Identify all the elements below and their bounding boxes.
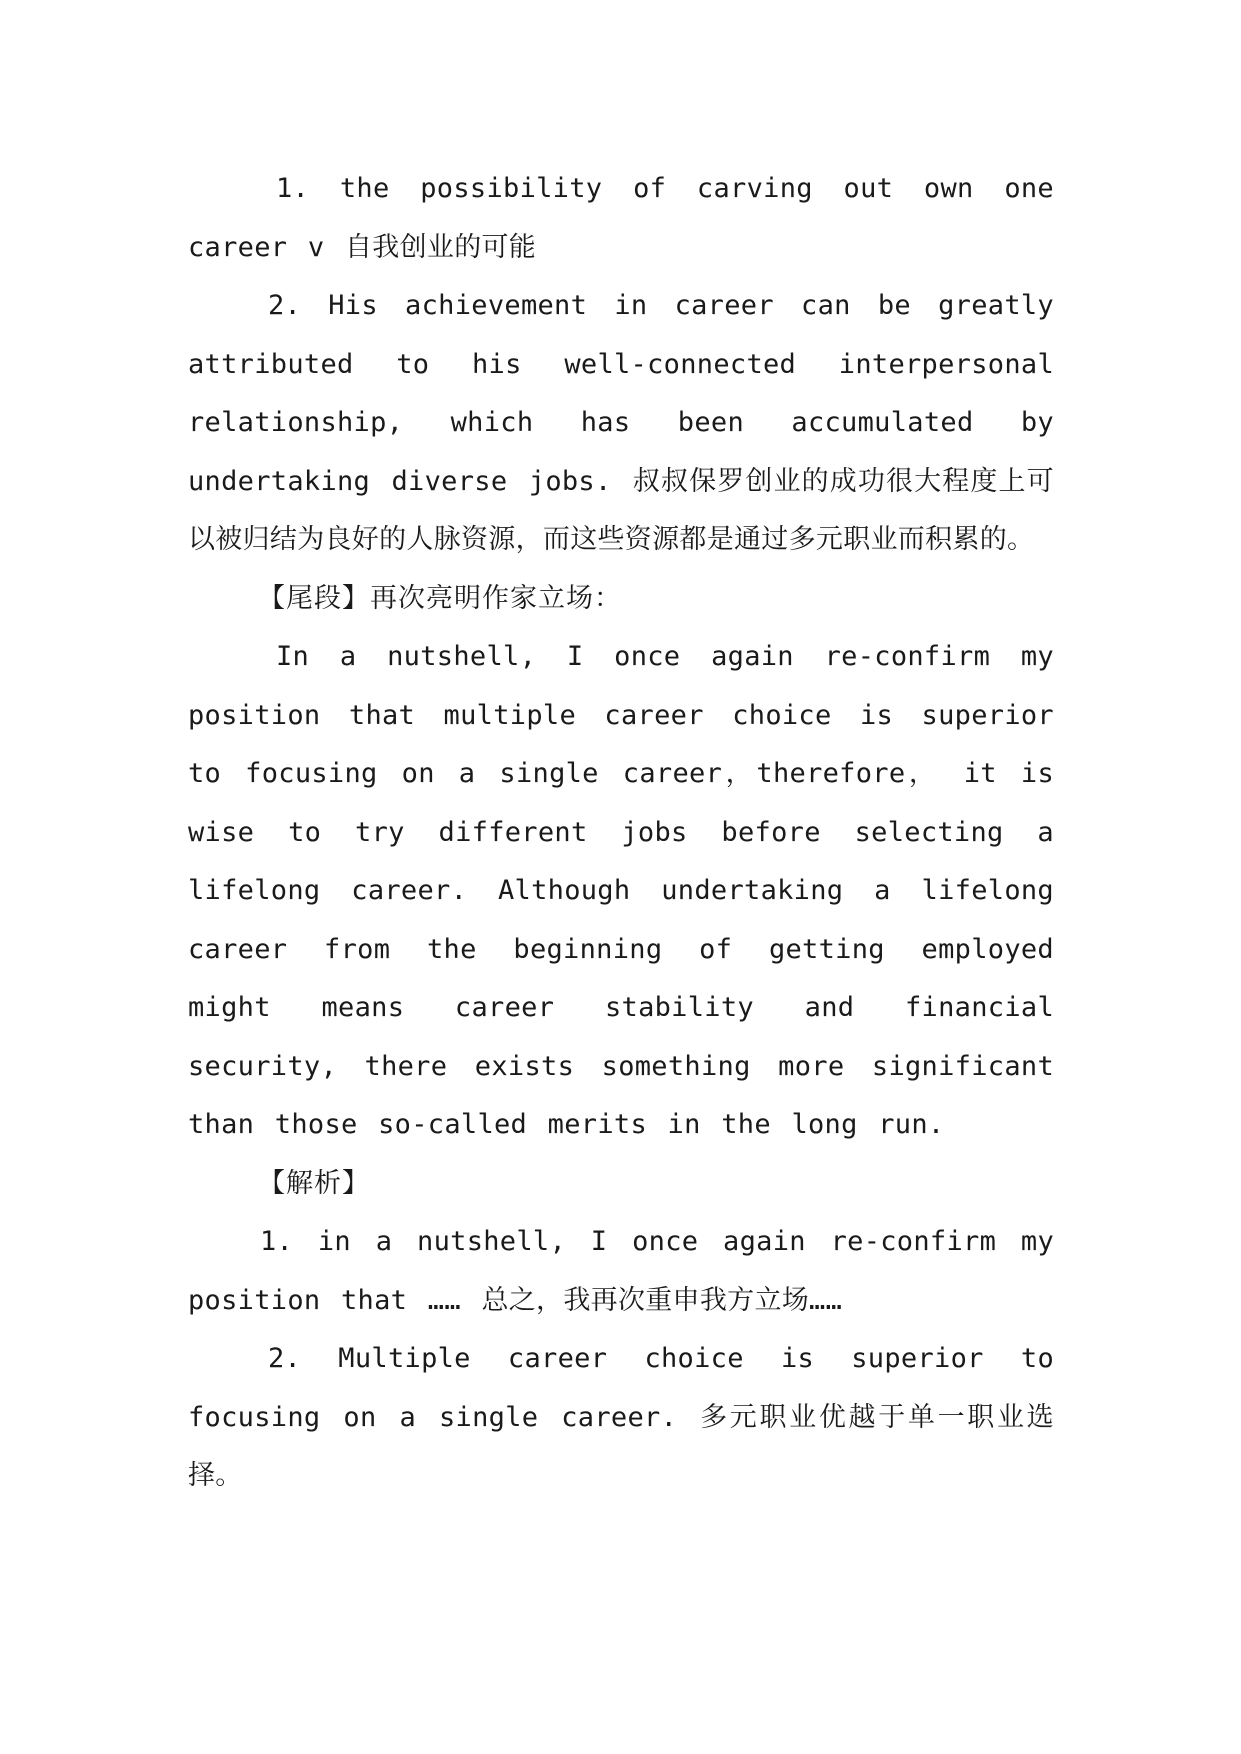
document-page: [188, 160, 1054, 1560]
paragraph-conclusion: In a nutshell, I once again re-confirm my position that multiple career choice is superior to focusing on a single career，therefore， it is wise to try different jobs before selecting a lifelong career. Although undertaking a lifelong career from the beginning of getting employed might means career stability and financial security, there exists something more significant than those so-called merits in the long run.: [188, 641, 1054, 1140]
paragraph-list-item-1: 1. the possibility of carving out own one career v 自我创业的可能: [188, 173, 1054, 263]
paragraph-analysis-item-1: 1. in a nutshell, I once again re-confirm my position that …… 总之，我再次重申我方立场……: [188, 1226, 1054, 1316]
section-heading-analysis: 【解析】: [258, 1167, 370, 1199]
paragraph-list-item-2: 2. His achievement in career can be greatly attributed to his well-connected interpersonal relationship, which has been accumulated by undertaking diverse jobs. 叔叔保罗创业的成功很大程度上可以被归结为良好的人脉资源，而这些资源都是通过多元职业而积累的。: [188, 290, 1054, 555]
paragraph-analysis-item-2: 2. Multiple career choice is superior to focusing on a single career. 多元职业优越于单一职业选择。: [188, 1343, 1054, 1491]
section-heading-ending: 【尾段】再次亮明作家立场：: [258, 582, 622, 614]
